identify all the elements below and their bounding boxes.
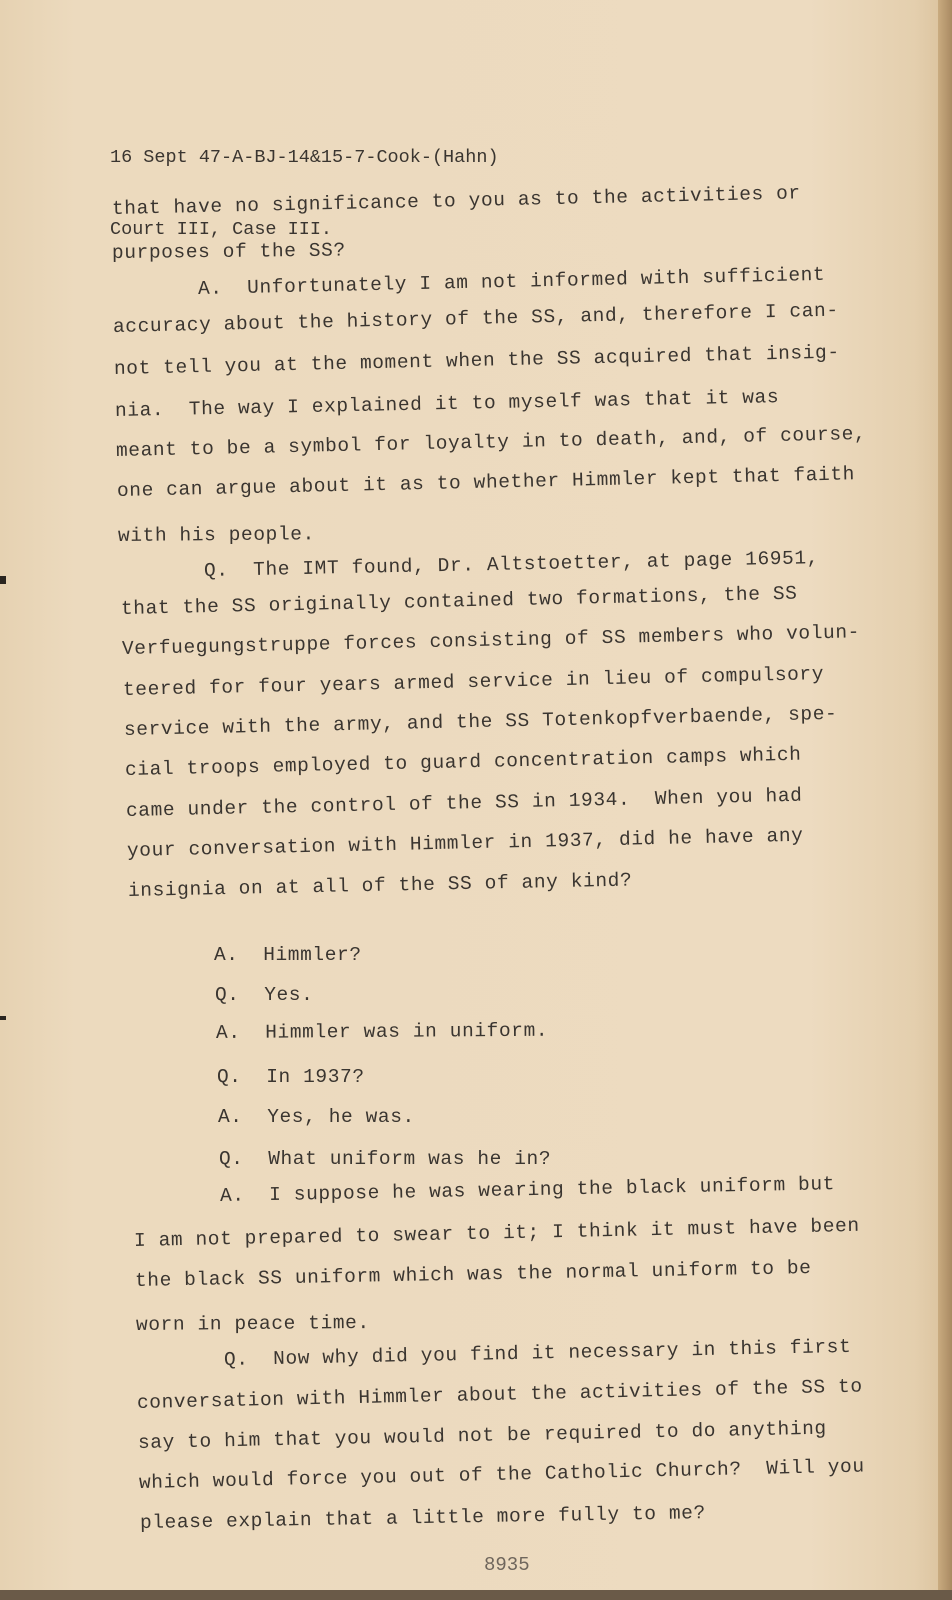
text-line: which would force you out of the Catholic Church? Will you xyxy=(138,1455,865,1494)
text-line: not tell you at the moment when the SS acquired that insig- xyxy=(113,341,840,380)
text-line: with his people. xyxy=(117,523,315,547)
text-line: Q. Yes. xyxy=(215,984,314,1006)
page-bottom-edge xyxy=(0,1590,952,1600)
text-line: A. Unfortunately I am not informed with sufficient xyxy=(197,263,826,300)
text-line: A. Himmler? xyxy=(214,944,362,966)
header-reference: 16 Sept 47-A-BJ-14&15-7-Cook-(Hahn) xyxy=(110,147,499,168)
text-line: A. I suppose he was wearing the black uniform but xyxy=(219,1173,836,1207)
text-line: please explain that a little more fully to me? xyxy=(139,1502,706,1534)
header-court: Court III, Case III. xyxy=(110,219,333,240)
text-line: Q. The IMT found, Dr. Altstoetter, at page 16951, xyxy=(203,547,820,582)
text-line: one can argue about it as to whether Himmler kept that faith xyxy=(116,463,856,502)
text-line: Q. What uniform was he in? xyxy=(219,1148,552,1170)
text-line: came under the control of the SS in 1934. When you had xyxy=(125,784,803,822)
margin-mark xyxy=(0,1016,6,1020)
page-number: 8935 xyxy=(484,1554,530,1576)
text-line: Q. In 1937? xyxy=(217,1066,365,1088)
margin-mark xyxy=(0,576,6,584)
text-line: A. Yes, he was. xyxy=(218,1106,415,1128)
text-line: worn in peace time. xyxy=(135,1311,370,1336)
text-line: meant to be a symbol for loyalty in to death, and, of course, xyxy=(115,422,867,462)
text-line: say to him that you would not be required to do anything xyxy=(137,1417,827,1454)
text-line: teered for four years armed service in lieu of compulsory xyxy=(122,663,825,701)
text-line: accuracy about the history of the SS, and, therefore I can- xyxy=(112,299,839,338)
text-line: purposes of the SS? xyxy=(111,239,346,264)
text-line: Q. Now why did you find it necessary in this first xyxy=(223,1335,852,1371)
text-line: service with the army, and the SS Totenkopfverbaende, spe- xyxy=(123,702,838,741)
text-line: insignia on at all of the SS of any kind? xyxy=(127,869,633,902)
page-edge xyxy=(938,0,952,1600)
text-line: A. Himmler was in uniform. xyxy=(215,1019,549,1044)
text-line: conversation with Himmler about the activities of the SS to xyxy=(136,1375,863,1414)
text-line: that the SS originally contained two formations, the SS xyxy=(120,582,798,620)
text-line: nia. The way I explained it to myself was that it was xyxy=(114,386,780,422)
text-line: that have no significance to you as to the activities or xyxy=(111,182,801,220)
text-line: Verfuegungstruppe forces consisting of SS members who volun- xyxy=(121,621,861,660)
text-line: the black SS uniform which was the normal uniform to be xyxy=(134,1257,812,1292)
text-line: I am not prepared to swear to it; I think it must have been xyxy=(133,1214,860,1252)
text-line: your conversation with Himmler in 1937, did he have any xyxy=(126,824,804,862)
text-line: cial troops employed to guard concentration camps which xyxy=(124,743,802,781)
